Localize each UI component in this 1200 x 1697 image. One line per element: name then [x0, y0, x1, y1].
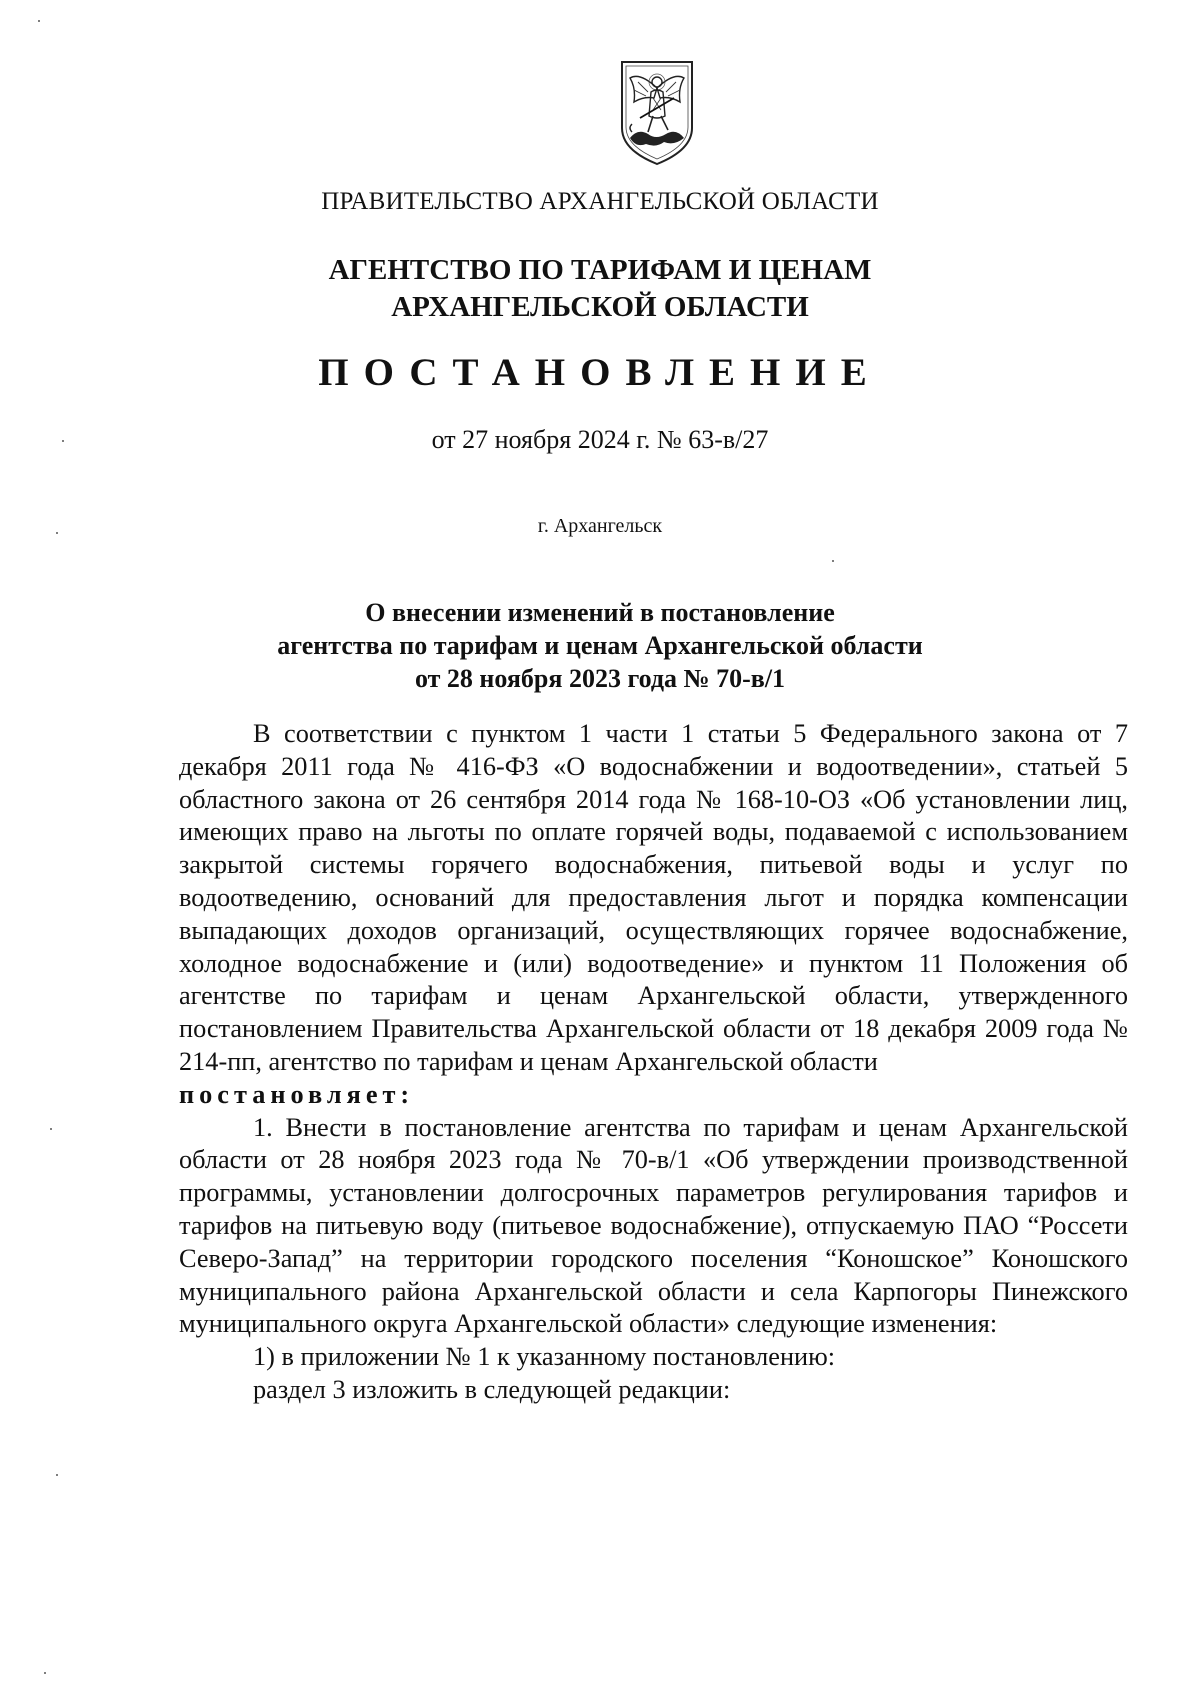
- title-line1: О внесении изменений в постановление: [365, 598, 835, 627]
- document-body: [179, 718, 1128, 1407]
- preamble-paragraph: В соответствии с пунктом 1 части 1 статьи 5 Федерального закона от 7 декабря 2011 года № 416-ФЗ «О водоснабжении и водоотведении», статьей 5 областного закона от 26 сентября 2014 года № 168-10-ОЗ «Об установлении лиц, имеющих право на льготы по оплате горячей воды, подаваемой с использованием закрытой системы горячего водоснабжения, питьевой воды и услуг по водоотведению, оснований для предоставления льгот и порядка компенсации выпадающих доходов организаций, осуществляющих горячее водоснабжение, холодное водоснабжение и (или) водоотведение» и пунктом 11 Положения об агентстве по тарифам и ценам Архангельской области, утвержденного постановлением Правительства Архангельской области от 18 декабря 2009 года № 214-пп, агентство по тарифам и ценам Архангельской области: [179, 719, 1128, 1076]
- document-city: г. Архангельск: [537, 515, 663, 537]
- item-1-paragraph: 1. Внести в постановление агентства по тарифам и ценам Архангельской области от 28 ноября 2023 года № 70-в/1 «Об утверждении производственной программы, установлении долгосрочных параметров регулирования тарифов и тарифов на питьевую воду (питьевое водоснабжение), отпускаемую ПАО “Россети Северо-Запад” на территории городского поселения “Коношское” Коношского муниципального района Архангельской области и села Карпогоры Пинежского муниципального округа Архангельской области» следующие изменения:: [179, 1112, 1128, 1339]
- subitem-1: 1) в приложении № 1 к указанному постановлению:: [253, 1342, 836, 1372]
- document-title: [0, 596, 1200, 695]
- title-line2: агентства по тарифам и ценам Архангельской области: [277, 631, 923, 660]
- scan-speck: [56, 1474, 58, 1476]
- agency-name-line1: АГЕНТСТВО ПО ТАРИФАМ И ЦЕНАМ: [328, 254, 872, 286]
- agency-name: [0, 252, 1200, 326]
- scan-speck: [832, 560, 834, 562]
- resolves-word: [179, 1079, 1128, 1112]
- agency-name-line2: АРХАНГЕЛЬСКОЙ ОБЛАСТИ: [391, 291, 809, 323]
- scan-speck: [56, 532, 58, 534]
- subitem-1-text: раздел 3 изложить в следующей редакции:: [253, 1374, 731, 1404]
- document-date-number: от 27 ноября 2024 г. № 63-в/27: [431, 425, 769, 454]
- scan-speck: [62, 440, 64, 442]
- government-name: ПРАВИТЕЛЬСТВО АРХАНГЕЛЬСКОЙ ОБЛАСТИ: [321, 188, 879, 215]
- scan-speck: [44, 1672, 46, 1674]
- title-line3: от 28 ноября 2023 года № 70-в/1: [414, 664, 786, 693]
- resolves-label: постановляет:: [179, 1079, 415, 1109]
- scan-speck: [50, 1128, 52, 1130]
- coat-of-arms-emblem: [618, 58, 696, 168]
- document-type: ПОСТАНОВЛЕНИЕ: [318, 351, 882, 394]
- scan-speck: [38, 20, 40, 22]
